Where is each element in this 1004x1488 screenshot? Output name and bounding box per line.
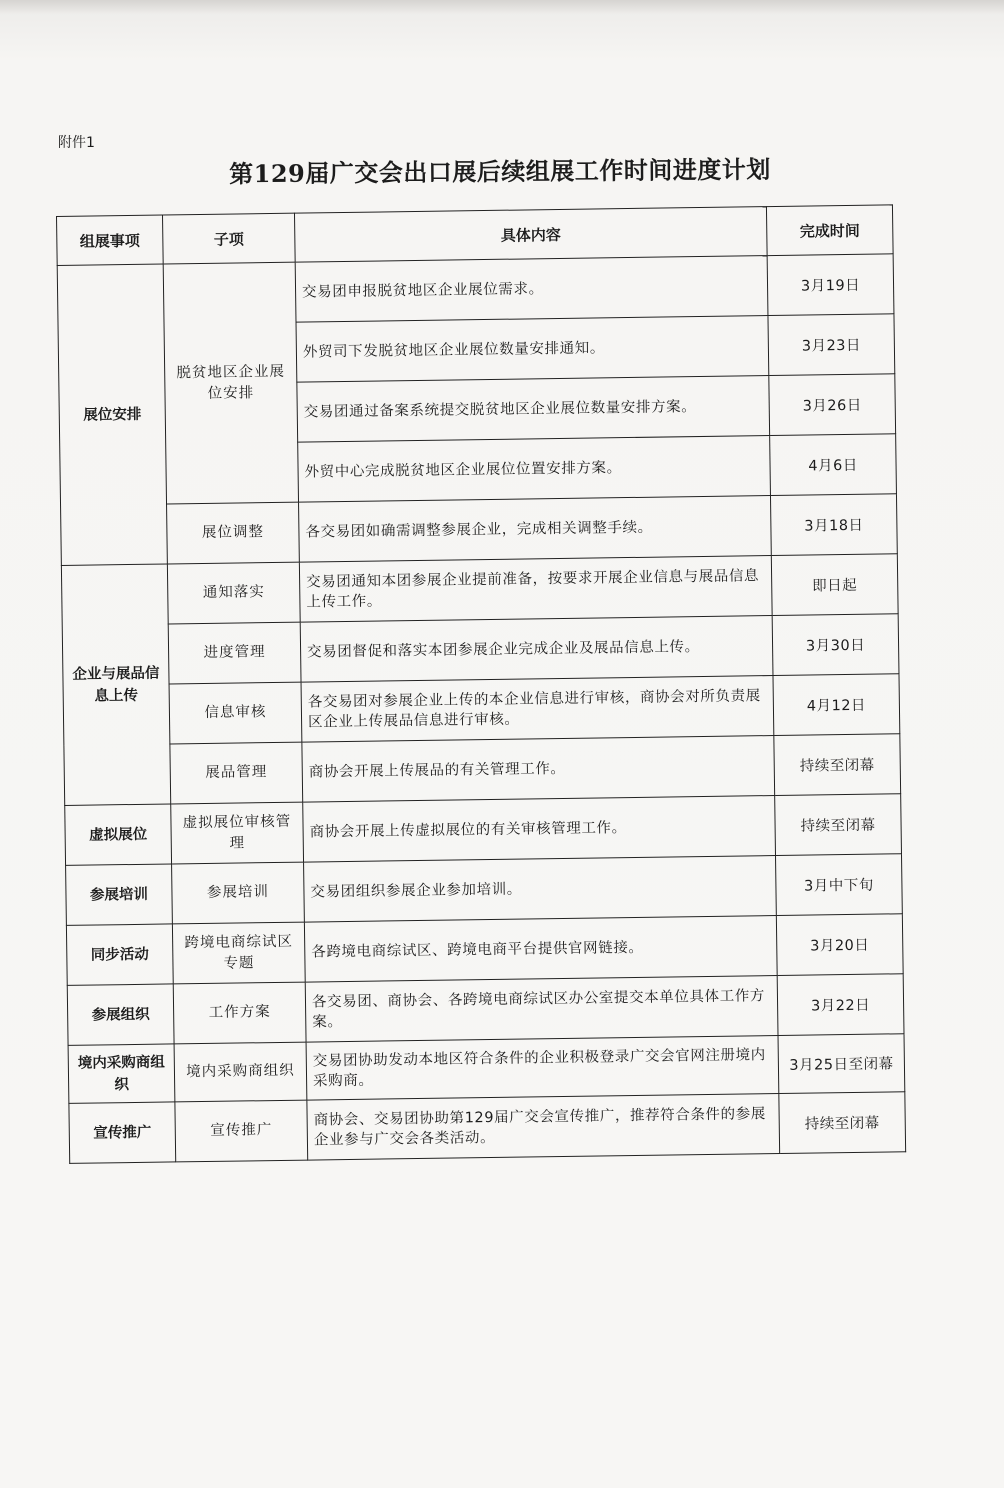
sub-item-cell: 通知落实 (167, 562, 300, 624)
deadline-cell: 3月25日至闭幕 (778, 1034, 905, 1094)
content-cell: 各交易团、商协会、各跨境电商综试区办公室提交本单位具体工作方案。 (305, 976, 778, 1043)
header-deadline: 完成时间 (766, 205, 893, 256)
sub-item-cell: 展品管理 (170, 742, 303, 804)
deadline-cell: 3月18日 (770, 494, 897, 556)
sub-item-cell: 脱贫地区企业展位安排 (163, 262, 298, 504)
deadline-cell: 即日起 (771, 554, 898, 616)
content-cell: 各跨境电商综试区、跨境电商平台提供官网链接。 (304, 916, 777, 983)
deadline-cell: 3月20日 (776, 914, 903, 976)
deadline-cell: 持续至闭幕 (779, 1092, 906, 1154)
category-cell: 展位安排 (57, 264, 167, 565)
content-cell: 交易团协助发动本地区符合条件的企业积极登录广交会官网注册境内采购商。 (306, 1035, 779, 1100)
content-cell: 商协会开展上传虚拟展位的有关审核管理工作。 (303, 796, 776, 863)
content-cell: 外贸中心完成脱贫地区企业展位位置安排方案。 (298, 436, 771, 503)
category-cell: 企业与展品信息上传 (61, 564, 170, 805)
category-cell: 参展培训 (66, 864, 173, 925)
sub-item-cell: 展位调整 (167, 502, 300, 564)
content-cell: 交易团组织参展企业参加培训。 (304, 856, 777, 923)
category-cell: 参展组织 (67, 984, 174, 1045)
deadline-cell: 3月30日 (772, 614, 899, 676)
header-sub-item: 子项 (162, 213, 295, 264)
header-category: 组展事项 (57, 215, 164, 265)
category-cell: 境内采购商组织 (68, 1044, 175, 1103)
deadline-cell: 持续至闭幕 (775, 794, 902, 856)
sub-item-cell: 工作方案 (173, 982, 306, 1044)
sub-item-cell: 境内采购商组织 (174, 1042, 307, 1102)
content-cell: 交易团申报脱贫地区企业展位需求。 (295, 256, 768, 323)
header-content: 具体内容 (294, 207, 767, 263)
deadline-cell: 4月6日 (770, 434, 897, 496)
content-cell: 交易团督促和落实本团参展企业完成企业及展品信息上传。 (300, 616, 773, 683)
content-cell: 交易团通知本团参展企业提前准备，按要求开展企业信息与展品信息上传工作。 (299, 556, 772, 623)
deadline-cell: 3月26日 (769, 374, 896, 436)
category-cell: 虚拟展位 (65, 804, 172, 865)
sub-item-cell: 参展培训 (172, 862, 305, 924)
content-cell: 外贸司下发脱贫地区企业展位数量安排通知。 (296, 316, 769, 383)
content-cell: 商协会、交易团协助第129届广交会宣传推广，推荐符合条件的参展企业参与广交会各类活动。 (307, 1093, 780, 1160)
document-title: 第129届广交会出口展后续组展工作时间进度计划 (229, 154, 771, 189)
deadline-cell: 持续至闭幕 (774, 734, 901, 796)
content-cell: 各交易团对参展企业上传的本企业信息进行审核，商协会对所负责展区企业上传展品信息进行审核。 (301, 676, 774, 743)
scan-edge-shadow (0, 0, 1004, 14)
content-cell: 商协会开展上传展品的有关管理工作。 (302, 736, 775, 803)
category-cell: 同步活动 (66, 924, 173, 985)
sub-item-cell: 进度管理 (168, 622, 301, 684)
schedule-table (56, 204, 906, 1164)
deadline-cell: 4月12日 (773, 674, 900, 736)
content-cell: 交易团通过备案系统提交脱贫地区企业展位数量安排方案。 (297, 376, 770, 443)
deadline-cell: 3月中下旬 (775, 854, 902, 916)
sub-item-cell: 宣传推广 (175, 1100, 308, 1162)
sub-item-cell: 信息审核 (169, 682, 302, 744)
deadline-cell: 3月23日 (768, 314, 895, 376)
attachment-label: 附件1 (58, 135, 95, 151)
sub-item-cell: 跨境电商综试区专题 (172, 922, 305, 984)
table-row (69, 1092, 906, 1164)
deadline-cell: 3月19日 (767, 254, 894, 316)
sub-item-cell: 虚拟展位审核管理 (171, 802, 304, 864)
category-cell: 宣传推广 (69, 1102, 176, 1163)
deadline-cell: 3月22日 (777, 974, 904, 1036)
content-cell: 各交易团如确需调整参展企业，完成相关调整手续。 (299, 496, 772, 563)
